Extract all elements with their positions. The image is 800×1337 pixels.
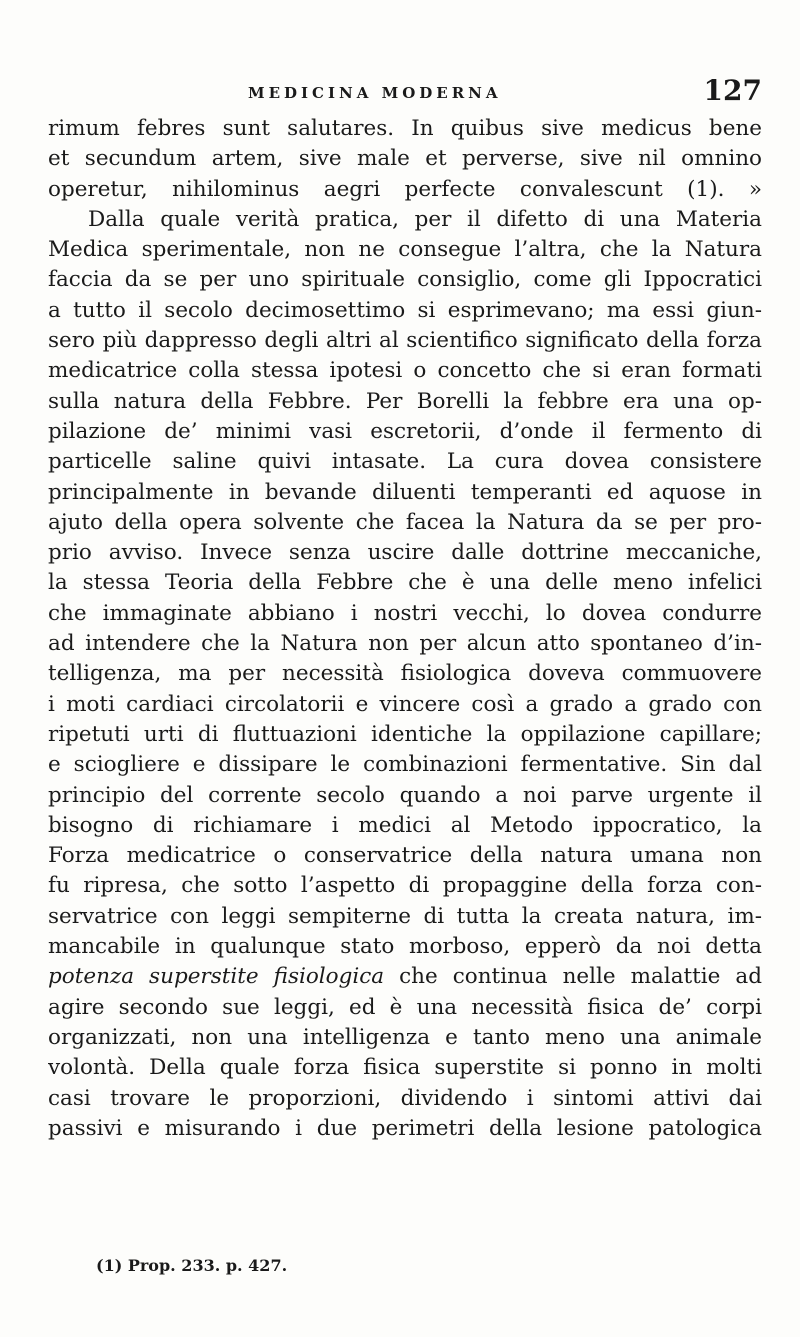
- text-line: ad intendere che la Natura non per alcun atto spontaneo d’in-: [48, 631, 762, 657]
- text-line: a tutto il secolo decimosettimo si esprimevano; ma essi giun-: [48, 297, 762, 323]
- text-line: et secundum artem, sive male et perverse, sive nil omnino: [48, 146, 762, 172]
- text-line: la stessa Teoria della Febbre che è una delle meno infelici: [48, 570, 762, 596]
- text-line: telligenza, ma per necessità fisiologica doveva commuovere: [48, 661, 762, 687]
- text-line: principio del corrente secolo quando a noi parve urgente il: [48, 782, 762, 808]
- text-fragment: che continua nelle malattie ad: [384, 964, 762, 990]
- text-line: pilazione de’ minimi vasi escretorii, d’onde il fermento di: [48, 418, 762, 444]
- text-line: faccia da se per uno spirituale consiglio, come gli Ippocratici: [48, 267, 762, 293]
- italic-phrase: potenza superstite fisiologica: [48, 964, 385, 990]
- text-line: particelle saline quivi intasate. La cura dovea consistere: [48, 449, 762, 475]
- text-line: principalmente in bevande diluenti temperanti ed aquose in: [48, 479, 762, 505]
- text-line: che immaginate abbiano i nostri vecchi, lo dovea condurre: [48, 600, 762, 626]
- text-line: organizzati, non una intelligenza e tanto meno una animale: [48, 1024, 762, 1050]
- text-line: mancabile in qualunque stato morboso, epperò da noi detta: [48, 934, 762, 960]
- running-title: MEDICINA MODERNA: [248, 84, 502, 102]
- text-line: operetur, nihilominus aegri perfecte convalescunt (1). »: [48, 176, 762, 202]
- footnote: (1) Prop. 233. p. 427.: [96, 1256, 288, 1275]
- text-line: Medica sperimentale, non ne consegue l’altra, che la Natura: [48, 237, 762, 263]
- text-line: sero più dappresso degli altri al scientifico significato della forza: [48, 328, 762, 354]
- text-line: ajuto della opera solvente che facea la Natura da se per pro-: [48, 509, 762, 535]
- text-line: rimum febres sunt salutares. In quibus sive medicus bene: [48, 116, 762, 141]
- text-line: bisogno di richiamare i medici al Metodo ippocratico, la: [48, 812, 762, 838]
- text-line: servatrice con leggi sempiterne di tutta la creata natura, im-: [48, 903, 762, 929]
- text-line: [48, 962, 762, 992]
- text-line: ripetuti urti di fluttuazioni identiche la oppilazione capillare;: [48, 721, 762, 747]
- text-line: agire secondo sue leggi, ed è una necessità fisica de’ corpi: [48, 994, 762, 1020]
- running-head: [48, 74, 762, 110]
- text-line: casi trovare le proporzioni, dividendo i sintomi attivi dai: [48, 1085, 762, 1111]
- text-line: fu ripresa, che sotto l’aspetto di propaggine della forza con-: [48, 873, 762, 899]
- body-text: [48, 114, 762, 1144]
- text-line: prio avviso. Invece senza uscire dalle dottrine meccaniche,: [48, 540, 762, 566]
- text-line: Dalla quale verità pratica, per il difetto di una Materia: [88, 206, 762, 232]
- text-line: volontà. Della quale forza fisica superstite si ponno in molti: [48, 1055, 762, 1081]
- text-line: i moti cardiaci circolatorii e vincere così a grado a grado con: [48, 691, 762, 717]
- text-line: Forza medicatrice o conservatrice della natura umana non: [48, 843, 762, 869]
- text-line: passivi e misurando i due perimetri della lesione patologica: [48, 1115, 762, 1141]
- text-line: e sciogliere e dissipare le combinazioni fermentative. Sin dal: [48, 752, 762, 778]
- text-line: medicatrice colla stessa ipotesi o concetto che si eran formati: [48, 358, 762, 384]
- page-number: 127: [703, 74, 762, 107]
- text-line: sulla natura della Febbre. Per Borelli la febbre era una op-: [48, 388, 762, 414]
